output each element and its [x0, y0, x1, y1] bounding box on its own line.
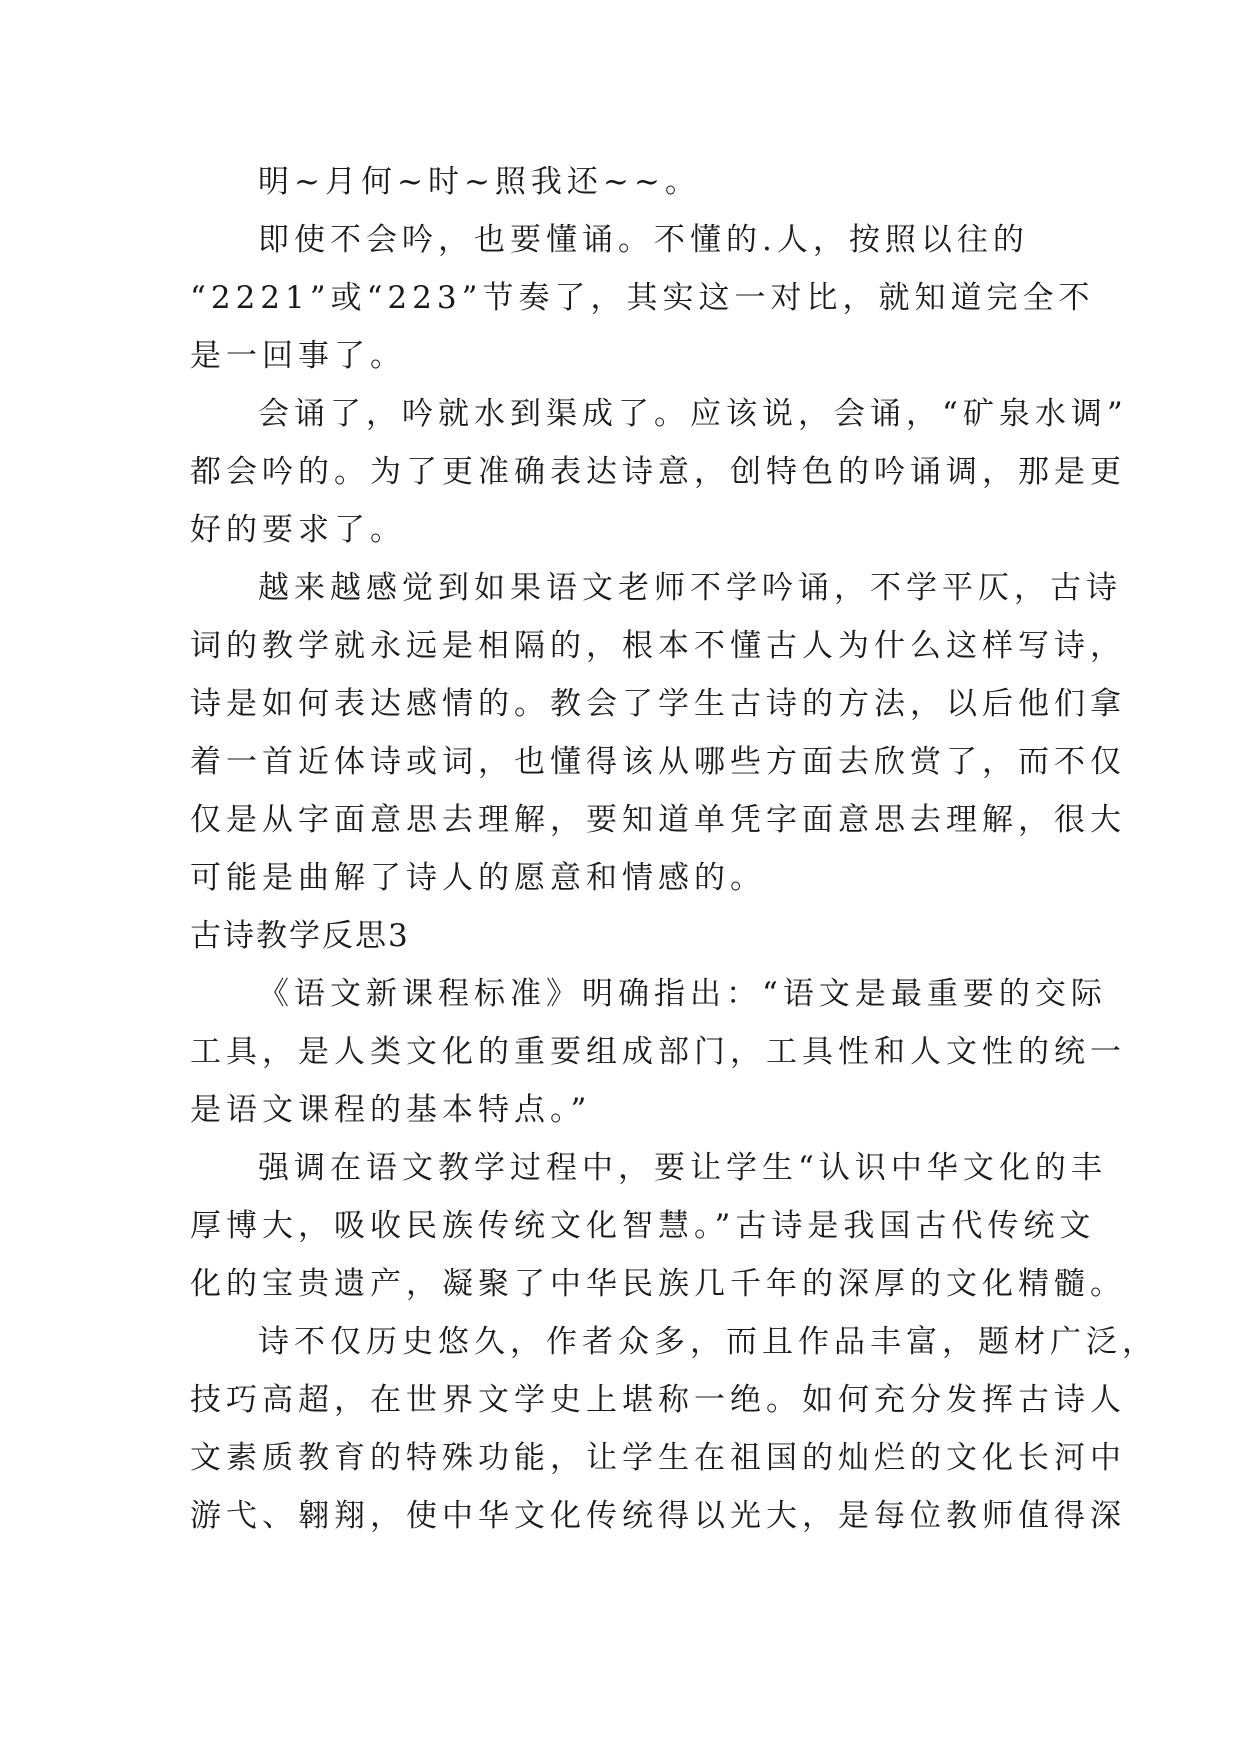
- paragraph-line: 词的教学就永远是相隔的，根本不懂古人为什么这样写诗，: [190, 628, 1126, 664]
- paragraph-line: “2221”或“223”节奏了，其实这一对比，就知道完全不: [190, 280, 1095, 316]
- paragraph-line: 强调在语文教学过程中，要让学生“认识中华文化的丰: [258, 1150, 1107, 1186]
- paragraph-line: 技巧高超，在世界文学史上堪称一绝。如何充分发挥古诗人: [190, 1382, 1126, 1418]
- paragraph-line: 厚博大，吸收民族传统文化智慧。”古诗是我国古代传统文: [190, 1208, 1096, 1244]
- paragraph-line: 化的宝贵遗产，凝聚了中华民族几千年的深厚的文化精髓。: [190, 1266, 1126, 1302]
- paragraph-line: 《语文新课程标准》明确指出：“语文是最重要的交际: [258, 976, 1107, 1012]
- paragraph-line: 是一回事了。: [190, 338, 406, 374]
- paragraph-line: 都会吟的。为了更准确表达诗意，创特色的吟诵调，那是更: [190, 454, 1126, 490]
- paragraph-line: 会诵了，吟就水到渠成了。应该说，会诵，“矿泉水调”: [258, 396, 1128, 432]
- paragraph-line: 越来越感觉到如果语文老师不学吟诵，不学平仄，古诗: [258, 570, 1122, 606]
- paragraph-line: 即使不会吟，也要懂诵。不懂的.人，按照以往的: [258, 222, 1029, 258]
- paragraph-line: 明~月何~时~照我还~~。: [258, 164, 701, 200]
- paragraph-line: 诗不仅历史悠久，作者众多，而且作品丰富，题材广泛，: [258, 1324, 1158, 1360]
- section-heading: 古诗教学反思3: [190, 918, 410, 954]
- document-body: [190, 153, 1158, 1545]
- paragraph-line: 游弋、翱翔，使中华文化传统得以光大，是每位教师值得深: [190, 1498, 1126, 1534]
- paragraph-line: 工具，是人类文化的重要组成部门，工具性和人文性的统一: [190, 1034, 1126, 1070]
- paragraph-line: 仅是从字面意思去理解，要知道单凭字面意思去理解，很大: [190, 802, 1126, 838]
- paragraph-line: 好的要求了。: [190, 512, 406, 548]
- paragraph-line: 诗是如何表达感情的。教会了学生古诗的方法，以后他们拿: [190, 686, 1126, 722]
- paragraph-line: 是语文课程的基本特点。”: [190, 1092, 592, 1128]
- paragraph-line: 着一首近体诗或词，也懂得该从哪些方面去欣赏了，而不仅: [190, 744, 1126, 780]
- paragraph-line: 文素质教育的特殊功能，让学生在祖国的灿烂的文化长河中: [190, 1440, 1126, 1476]
- paragraph-line: 可能是曲解了诗人的愿意和情感的。: [190, 860, 766, 896]
